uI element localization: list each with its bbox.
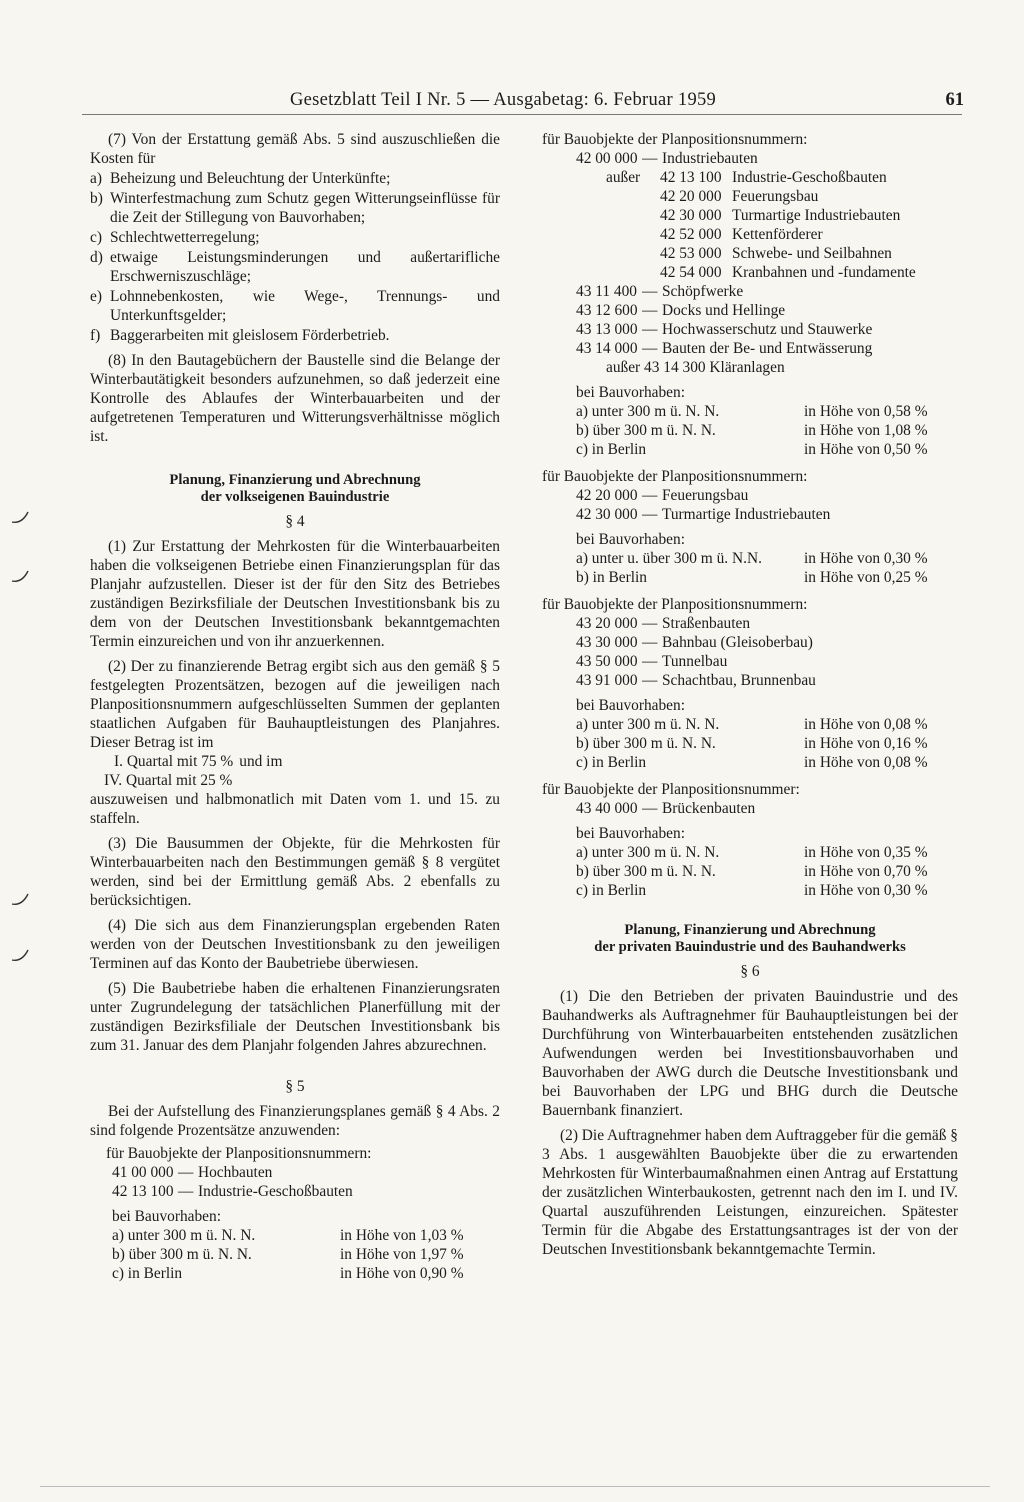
header-title: Gesetzblatt Teil I Nr. 5 — Ausgabetag: 6. Februar 1959 [290,90,717,110]
quarter-1-tail: und im [239,753,283,770]
code-number: 43 50 000 [576,653,638,670]
list-text: Schlechtwetterregelung; [110,229,260,246]
group-1-rates [90,1226,500,1283]
code-row [660,168,916,187]
rate-row [112,1245,500,1264]
quarter-row [90,752,500,771]
quarter-1: I. Quartal mit 75 % [114,753,234,770]
code-row [576,671,958,690]
rate-condition: b) über 300 m ü. N. N. [576,735,716,752]
list-item [90,326,500,345]
rate-condition: c) in Berlin [576,754,647,771]
group-3-rates [542,549,958,587]
paragraph-7-list [90,169,500,345]
rate-value: in Höhe von 0,08 % [804,754,928,771]
rate-row [576,549,958,568]
list-item [90,189,500,227]
list-item [90,228,500,247]
code-text: Kettenförderer [732,226,823,243]
list-marker: c) [90,229,102,246]
heading-line-2: der volkseigenen Bauindustrie [200,489,390,505]
code-number: 43 20 000 [576,615,638,632]
code-text: Turmartige Industriebauten [662,506,831,523]
rate-value: in Höhe von 1,97 % [340,1246,464,1263]
group-3-bei: bei Bauvorhaben: [576,531,685,548]
exception-list [660,168,916,282]
group-3-codes [542,486,958,524]
group-1-bei: bei Bauvorhaben: [112,1208,221,1225]
code-dash: — [642,672,658,689]
margin-mark [8,506,32,528]
code-text: Straßenbauten [662,615,751,632]
code-dash: — [642,283,658,300]
rate-value: in Höhe von 1,08 % [804,422,928,439]
code-row [542,149,958,168]
group-4-bei: bei Bauvorhaben: [576,697,685,714]
list-marker: d) [90,249,103,266]
rate-condition: b) in Berlin [576,569,647,586]
group-2-rates [542,402,958,459]
code-text: Docks und Hellinge [662,302,786,319]
code-text: Industriebauten [662,150,758,167]
code-text: Industrie-Geschoßbauten [198,1183,353,1200]
code-text: Feuerungsbau [662,487,749,504]
code-number: 43 91 000 [576,672,638,689]
code-row [576,633,958,652]
rate-value: in Höhe von 0,25 % [804,569,928,586]
code-row [576,505,958,524]
code-text: Bauten der Be- und Entwässerung [662,340,873,357]
code-dash: — [642,615,658,632]
code-row [576,799,958,818]
code-number: 43 30 000 [576,634,638,651]
code-number: 42 13 100 [660,169,722,186]
group-1-codes [90,1163,500,1201]
left-column [90,130,500,1283]
s6-paragraph-2: (2) Die Auftragnehmer haben dem Auftraggeber für die gemäß § 3 Abs. 1 ausgewählten Bauobjekte über die zu erwartenden Mehrkosten für Winterbaumaßnahmen einen Antrag auf Erstattung der zusätzlichen Winterbaukosten, getrennt nach den im I. und IV. Quartal auszuführenden Leistungen, einzureichen. Spätester Termin für die Abgabe des Erstattungsantrages ist der von der Deutschen Investitionsbank bekanntgemachte Termin. [542,1127,958,1258]
code-row [660,206,916,225]
heading-line-2: der privaten Bauindustrie und des Bauhandwerks [594,939,906,955]
list-marker: e) [90,288,102,305]
rate-row [576,843,958,862]
code-number: 42 52 000 [660,226,722,243]
code-dash: — [178,1164,194,1181]
rate-value: in Höhe von 0,30 % [804,882,928,899]
group-5-codes [542,799,958,818]
code-text: Hochwasserschutz und Stauwerke [662,321,873,338]
code-row [576,339,958,358]
code-text: Schachtbau, Brunnenbau [662,672,816,689]
list-text: Baggerarbeiten mit gleislosem Förderbetrieb. [110,327,390,344]
list-text: Lohnnebenkosten, wie Wege-, Trennungs- und Unterkunftsgelder; [110,288,500,324]
code-row [576,320,958,339]
s6-paragraph-1: (1) Die den Betrieben der privaten Bauindustrie und des Bauhandwerks als Auftragnehmer für Bauhauptleistungen bei der Durchführung von Winterbauarbeiten entstehenden zusätzlichen Aufwendungen werden bei Investitionsbauvorhaben und Bauvorhaben der AWG durch die Deutsche Investitionsbank und bei Bauvorhaben der LPG und BHG durch die Deutsche Bauernbank finanziert. [542,988,958,1119]
code-dash: — [178,1183,194,1200]
rate-value: in Höhe von 0,16 % [804,735,928,752]
code-number: 42 54 000 [660,264,722,281]
code-row [576,282,958,301]
code-number: 42 20 000 [660,188,722,205]
code-text: Turmartige Industriebauten [732,207,901,224]
code-text: Bahnbau (Gleisoberbau) [662,634,813,651]
group-4-codes [542,614,958,690]
s5-intro: Bei der Aufstellung des Finanzierungsplanes gemäß § 4 Abs. 2 sind folgende Prozentsätze anzuwenden: [90,1103,500,1139]
group-2-codes [542,282,958,358]
list-text: Winterfestmachung zum Schutz gegen Witterungseinflüsse für die Zeit der Stillegung von Bauvorhaben; [110,190,500,226]
rate-condition: a) unter 300 m ü. N. N. [576,403,720,420]
rate-row [112,1226,500,1245]
paragraph-8: (8) In den Bautagebüchern der Baustelle sind die Belange der Winterbautätigkeit besonders aufzunehmen, so daß jederzeit eine Kontrolle des Ablaufes der Winterbauarbeiten und der aufgetretenen Temperaturen und Witterungsverhältnisse möglich ist. [90,352,500,445]
quarter-4: IV. Quartal mit 25 % [104,772,233,789]
section-heading [542,922,958,956]
rate-row [576,440,958,459]
code-row [660,187,916,206]
rate-value: in Höhe von 0,70 % [804,863,928,880]
rate-condition: a) unter 300 m ü. N. N. [576,716,720,733]
group-1-label: für Bauobjekte der Planpositionsnummern: [106,1145,372,1162]
list-item [90,169,500,188]
code-row [112,1163,500,1182]
section-heading [90,472,500,506]
code-row [576,301,958,320]
ausser-label: außer [606,169,641,186]
code-row [660,263,916,282]
s4-paragraph-1: (1) Zur Erstattung der Mehrkosten für die Winterbauarbeiten haben die volkseigenen Betriebe einen Finanzierungsplan für das Planjahr aufzustellen. Dieser ist der für den Sitz des Betriebes zuständigen Bezirksfiliale der Deutschen Investitionsbank bis zu dem von der Deutschen Investitionsbank bekanntgemachten Termin einzureichen und von ihr anzuerkennen. [90,538,500,650]
list-item [90,248,500,286]
rate-value: in Höhe von 0,08 % [804,716,928,733]
rate-row [576,715,958,734]
s4-paragraph-2-end: auszuweisen und halbmonatlich mit Daten vom 1. und 15. zu staffeln. [90,791,500,827]
rate-condition: c) in Berlin [576,882,647,899]
code-number: 43 13 000 [576,321,638,338]
rate-condition: b) über 300 m ü. N. N. [576,422,716,439]
list-text: Beheizung und Beleuchtung der Unterkünfte; [110,170,391,187]
code-dash: — [642,302,658,319]
page-number: 61 [945,90,964,110]
bottom-edge-line [40,1486,990,1487]
group-5-bei: bei Bauvorhaben: [576,825,685,842]
rate-row [576,753,958,772]
rate-value: in Höhe von 1,03 % [340,1227,464,1244]
rate-value: in Höhe von 0,30 % [804,550,928,567]
list-text: etwaige Leistungsminderungen und außertarifliche Erschwerniszuschläge; [110,249,500,285]
margin-mark [8,888,32,910]
code-text: Feuerungsbau [732,188,819,205]
margin-mark [8,565,32,587]
rate-condition: b) über 300 m ü. N. N. [112,1246,252,1263]
code-number: 42 20 000 [576,487,638,504]
heading-line-1: Planung, Finanzierung und Abrechnung [624,922,876,938]
rate-row [576,734,958,753]
s4-paragraph-3: (3) Die Bausummen der Objekte, für die Mehrkosten für Winterbauarbeiten nach den Bestimmungen gemäß § 8 vergütet werden, sind bei der Ermittlung gemäß Abs. 2 ebenfalls zu berücksichtigen. [90,835,500,909]
list-marker: a) [90,170,102,187]
rate-condition: a) unter 300 m ü. N. N. [112,1227,256,1244]
code-text: Tunnelbau [662,653,728,670]
code-number: 42 00 000 [576,150,638,167]
s4-paragraph-2: (2) Der zu finanzierende Betrag ergibt sich aus den gemäß § 5 festgelegten Prozentsätzen, bezogen auf die jeweiligen nach Planpositionsnummern aufgeschlüsselten Summen der geplanten staatlichen Aufgaben für Bauhauptleistungen des Planjahres. Dieser Betrag ist im [90,658,500,751]
code-text: Hochbauten [198,1164,273,1181]
rate-row [576,881,958,900]
code-text: Brückenbauten [662,800,756,817]
code-dash: — [642,653,658,670]
code-text: Schwebe- und Seilbahnen [732,245,892,262]
code-number: 42 13 100 [112,1183,174,1200]
code-number: 43 12 600 [576,302,638,319]
rate-value: in Höhe von 0,35 % [804,844,928,861]
code-number: 42 30 000 [660,207,722,224]
code-number: 43 14 000 [576,340,638,357]
heading-line-1: Planung, Finanzierung und Abrechnung [169,472,421,488]
code-number: 42 30 000 [576,506,638,523]
list-item [90,287,500,325]
rate-value: in Höhe von 0,58 % [804,403,928,420]
code-row [660,225,916,244]
list-marker: f) [90,327,101,344]
section-5-title: § 5 [285,1078,305,1095]
rate-value: in Höhe von 0,90 % [340,1265,464,1282]
exception-block [542,168,958,282]
rate-condition: c) in Berlin [112,1265,183,1282]
code-row [576,486,958,505]
code-dash: — [642,340,658,357]
code-dash: — [642,800,658,817]
rate-condition: a) unter u. über 300 m ü. N.N. [576,550,762,567]
list-marker: b) [90,190,103,207]
code-dash: — [642,487,658,504]
rate-condition: b) über 300 m ü. N. N. [576,863,716,880]
rate-row [576,421,958,440]
exception-kläranlagen: außer 43 14 300 Kläranlagen [606,359,785,376]
header-rule [82,114,962,115]
code-number: 43 40 000 [576,800,638,817]
code-dash: — [642,321,658,338]
code-dash: — [642,634,658,651]
code-row [576,652,958,671]
code-number: 41 00 000 [112,1164,174,1181]
code-number: 43 11 400 [576,283,637,300]
group-4-label: für Bauobjekte der Planpositionsnummern: [542,596,808,613]
s4-paragraph-5: (5) Die Baubetriebe haben die erhaltenen Finanzierungsraten unter Zugrundelegung der tatsächlichen Planerfüllung mit der zuständigen Bezirksfiliale der Deutschen Investitionsbank bis zum 31. Januar des dem Planjahr folgenden Jahres abzurechnen. [90,980,500,1054]
code-row [660,244,916,263]
rate-row [576,862,958,881]
rate-value: in Höhe von 0,50 % [804,441,928,458]
section-4-title: § 4 [285,513,305,530]
margin-mark [8,944,32,966]
group-5-rates [542,843,958,900]
rate-row [112,1264,500,1283]
code-dash: — [642,506,658,523]
code-text: Schöpfwerke [662,283,744,300]
code-text: Industrie-Geschoßbauten [732,169,887,186]
rate-condition: c) in Berlin [576,441,647,458]
rate-row [576,402,958,421]
group-5-label: für Bauobjekte der Planpositionsnummer: [542,781,800,798]
code-row [112,1182,500,1201]
code-row [576,614,958,633]
right-column [542,130,958,1259]
group-2-bei: bei Bauvorhaben: [576,384,685,401]
group-3-label: für Bauobjekte der Planpositionsnummern: [542,468,808,485]
rate-condition: a) unter 300 m ü. N. N. [576,844,720,861]
paragraph-7-intro: (7) Von der Erstattung gemäß Abs. 5 sind auszuschließen die Kosten für [90,131,500,167]
code-dash: — [642,150,658,167]
s4-paragraph-4: (4) Die sich aus dem Finanzierungsplan ergebenden Raten werden von der Deutschen Investitionsbank zu den jeweiligen Terminen auf das Konto der Baubetriebe überwiesen. [90,917,500,972]
page-header [80,90,964,120]
group-4-rates [542,715,958,772]
code-number: 42 53 000 [660,245,722,262]
code-text: Kranbahnen und -fundamente [732,264,916,281]
group-2-label: für Bauobjekte der Planpositionsnummern: [542,131,808,148]
section-6-title: § 6 [740,963,760,980]
rate-row [576,568,958,587]
